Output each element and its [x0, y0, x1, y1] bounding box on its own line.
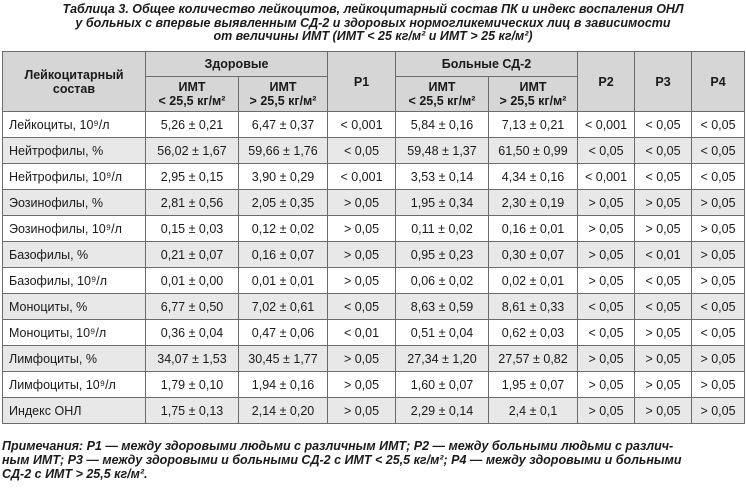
- table-row: [3, 268, 745, 294]
- patients-bmi-low: 1,95 ± 0,34: [396, 190, 489, 216]
- header-composition: Лейкоцитарный состав: [3, 52, 146, 112]
- p1-value: > 0,05: [328, 372, 396, 398]
- patients-bmi-high: 0,62 ± 0,03: [489, 320, 578, 346]
- p2-value: > 0,05: [578, 268, 635, 294]
- p1-value: > 0,05: [328, 398, 396, 424]
- healthy-bmi-high: 59,66 ± 1,76: [239, 138, 328, 164]
- p4-value: < 0,05: [692, 138, 745, 164]
- healthy-bmi-high: 2,05 ± 0,35: [239, 190, 328, 216]
- header-bmi-low-line1: ИМТ: [428, 80, 456, 94]
- p4-value: < 0,05: [692, 112, 745, 138]
- table-body: [3, 112, 745, 424]
- p3-value: > 0,05: [635, 216, 692, 242]
- header-healthy-bmi-high: [239, 77, 328, 112]
- healthy-bmi-high: 0,12 ± 0,02: [239, 216, 328, 242]
- row-label: Эозинофилы, 10⁹/л: [3, 216, 146, 242]
- p3-value: > 0,05: [635, 346, 692, 372]
- p2-value: < 0,05: [578, 294, 635, 320]
- header-p3: P3: [635, 52, 692, 112]
- table-row: [3, 112, 745, 138]
- table-note: [2, 439, 744, 481]
- table-row: [3, 164, 745, 190]
- table-row: [3, 216, 745, 242]
- note-line-2: ным ИМТ; P3 — между здоровыми и больными СД-2 с ИМТ < 25,5 кг/м²; P4 — между здоровыми и больными: [2, 453, 682, 467]
- header-p2: P2: [578, 52, 635, 112]
- patients-bmi-high: 8,61 ± 0,33: [489, 294, 578, 320]
- healthy-bmi-low: 0,01 ± 0,00: [146, 268, 239, 294]
- caption-line-1: Таблица 3. Общее количество лейкоцитов, лейкоцитарный состав ПК и индекс воспаления ОНЛ: [62, 2, 684, 16]
- healthy-bmi-low: 0,15 ± 0,03: [146, 216, 239, 242]
- header-bmi-high-line1: ИМТ: [269, 80, 297, 94]
- p1-value: < 0,05: [328, 294, 396, 320]
- healthy-bmi-high: 7,02 ± 0,61: [239, 294, 328, 320]
- patients-bmi-high: 1,95 ± 0,07: [489, 372, 578, 398]
- row-label: Моноциты, 10⁹/л: [3, 320, 146, 346]
- patients-bmi-low: 0,95 ± 0,23: [396, 242, 489, 268]
- p2-value: > 0,05: [578, 216, 635, 242]
- p3-value: > 0,05: [635, 398, 692, 424]
- p4-value: > 0,05: [692, 268, 745, 294]
- p3-value: > 0,05: [635, 320, 692, 346]
- healthy-bmi-high: 0,16 ± 0,07: [239, 242, 328, 268]
- header-p4: P4: [692, 52, 745, 112]
- patients-bmi-low: 27,34 ± 1,20: [396, 346, 489, 372]
- p2-value: < 0,05: [578, 320, 635, 346]
- p1-value: < 0,05: [328, 138, 396, 164]
- table-row: [3, 320, 745, 346]
- header-bmi-low-line2: < 25,5 кг/м²: [408, 94, 476, 108]
- healthy-bmi-low: 5,26 ± 0,21: [146, 112, 239, 138]
- p2-value: > 0,05: [578, 346, 635, 372]
- header-patients-bmi-high: [489, 77, 578, 112]
- patients-bmi-high: 7,13 ± 0,21: [489, 112, 578, 138]
- patients-bmi-low: 0,11 ± 0,02: [396, 216, 489, 242]
- healthy-bmi-low: 56,02 ± 1,67: [146, 138, 239, 164]
- header-bmi-low-line2: < 25,5 кг/м²: [158, 94, 226, 108]
- table-row: [3, 398, 745, 424]
- row-label: Нейтрофилы, 10⁹/л: [3, 164, 146, 190]
- p2-value: < 0,001: [578, 112, 635, 138]
- patients-bmi-low: 5,84 ± 0,16: [396, 112, 489, 138]
- header-patients: Больные СД-2: [396, 52, 578, 77]
- p4-value: > 0,05: [692, 242, 745, 268]
- p1-value: > 0,05: [328, 216, 396, 242]
- patients-bmi-high: 0,30 ± 0,07: [489, 242, 578, 268]
- p4-value: > 0,05: [692, 372, 745, 398]
- p3-value: < 0,05: [635, 138, 692, 164]
- p2-value: > 0,05: [578, 372, 635, 398]
- p3-value: < 0,05: [635, 164, 692, 190]
- header-patients-bmi-low: [396, 77, 489, 112]
- healthy-bmi-low: 6,77 ± 0,50: [146, 294, 239, 320]
- note-line-1: Примечания: P1 — между здоровыми людьми с различным ИМТ; P2 — между больными людьми с различ-: [2, 439, 674, 453]
- p4-value: < 0,05: [692, 320, 745, 346]
- p3-value: < 0,05: [635, 294, 692, 320]
- p4-value: > 0,05: [692, 398, 745, 424]
- p2-value: > 0,05: [578, 190, 635, 216]
- table-row: [3, 138, 745, 164]
- p4-value: < 0,05: [692, 294, 745, 320]
- p1-value: > 0,05: [328, 190, 396, 216]
- row-label: Эозинофилы, %: [3, 190, 146, 216]
- p4-value: > 0,05: [692, 346, 745, 372]
- table-caption: [0, 0, 746, 44]
- p3-value: < 0,05: [635, 112, 692, 138]
- p4-value: > 0,05: [692, 216, 745, 242]
- table-row: [3, 346, 745, 372]
- row-label: Индекс ОНЛ: [3, 398, 146, 424]
- p2-value: < 0,001: [578, 164, 635, 190]
- header-healthy: Здоровые: [146, 52, 328, 77]
- row-label: Базофилы, 10⁹/л: [3, 268, 146, 294]
- patients-bmi-high: 2,4 ± 0,1: [489, 398, 578, 424]
- patients-bmi-low: 1,60 ± 0,07: [396, 372, 489, 398]
- patients-bmi-high: 61,50 ± 0,99: [489, 138, 578, 164]
- patients-bmi-high: 2,30 ± 0,19: [489, 190, 578, 216]
- healthy-bmi-low: 34,07 ± 1,53: [146, 346, 239, 372]
- p1-value: < 0,001: [328, 164, 396, 190]
- patients-bmi-low: 2,29 ± 0,14: [396, 398, 489, 424]
- row-label: Лимфоциты, 10⁹/л: [3, 372, 146, 398]
- healthy-bmi-high: 1,94 ± 0,16: [239, 372, 328, 398]
- healthy-bmi-low: 0,36 ± 0,04: [146, 320, 239, 346]
- healthy-bmi-low: 1,79 ± 0,10: [146, 372, 239, 398]
- patients-bmi-low: 0,51 ± 0,04: [396, 320, 489, 346]
- healthy-bmi-low: 2,81 ± 0,56: [146, 190, 239, 216]
- healthy-bmi-low: 1,75 ± 0,13: [146, 398, 239, 424]
- p4-value: < 0,05: [692, 164, 745, 190]
- p2-value: > 0,05: [578, 242, 635, 268]
- healthy-bmi-high: 6,47 ± 0,37: [239, 112, 328, 138]
- patients-bmi-low: 8,63 ± 0,59: [396, 294, 489, 320]
- row-label: Базофилы, %: [3, 242, 146, 268]
- patients-bmi-high: 0,02 ± 0,01: [489, 268, 578, 294]
- healthy-bmi-low: 0,21 ± 0,07: [146, 242, 239, 268]
- p2-value: < 0,05: [578, 138, 635, 164]
- caption-line-2: у больных с впервые выявленным СД-2 и здоровых нормогликемических лиц в зависимости: [75, 15, 671, 30]
- patients-bmi-high: 0,16 ± 0,01: [489, 216, 578, 242]
- p1-value: < 0,001: [328, 112, 396, 138]
- healthy-bmi-high: 30,45 ± 1,77: [239, 346, 328, 372]
- patients-bmi-high: 4,34 ± 0,16: [489, 164, 578, 190]
- header-bmi-high-line1: ИМТ: [519, 80, 547, 94]
- p2-value: > 0,05: [578, 398, 635, 424]
- p3-value: < 0,01: [635, 242, 692, 268]
- header-bmi-high-line2: > 25,5 кг/м²: [499, 94, 567, 108]
- p1-value: > 0,05: [328, 242, 396, 268]
- healthy-bmi-low: 2,95 ± 0,15: [146, 164, 239, 190]
- p4-value: > 0,05: [692, 190, 745, 216]
- table-row: [3, 294, 745, 320]
- healthy-bmi-high: 0,01 ± 0,01: [239, 268, 328, 294]
- row-label: Лимфоциты, %: [3, 346, 146, 372]
- p1-value: < 0,01: [328, 320, 396, 346]
- patients-bmi-low: 59,48 ± 1,37: [396, 138, 489, 164]
- p3-value: < 0,05: [635, 268, 692, 294]
- p1-value: > 0,05: [328, 268, 396, 294]
- table-row: [3, 190, 745, 216]
- p3-value: > 0,05: [635, 372, 692, 398]
- table-row: [3, 372, 745, 398]
- p1-value: > 0,05: [328, 346, 396, 372]
- healthy-bmi-high: 2,14 ± 0,20: [239, 398, 328, 424]
- healthy-bmi-high: 3,90 ± 0,29: [239, 164, 328, 190]
- header-healthy-bmi-low: [146, 77, 239, 112]
- patients-bmi-low: 3,53 ± 0,14: [396, 164, 489, 190]
- healthy-bmi-high: 0,47 ± 0,06: [239, 320, 328, 346]
- patients-bmi-high: 27,57 ± 0,82: [489, 346, 578, 372]
- table-row: [3, 242, 745, 268]
- row-label: Моноциты, %: [3, 294, 146, 320]
- header-bmi-low-line1: ИМТ: [178, 80, 206, 94]
- header-bmi-high-line2: > 25,5 кг/м²: [249, 94, 317, 108]
- row-label: Нейтрофилы, %: [3, 138, 146, 164]
- row-label: Лейкоциты, 10⁹/л: [3, 112, 146, 138]
- note-line-3: СД-2 с ИМТ > 25,5 кг/м².: [2, 467, 148, 481]
- leukocyte-table: [2, 51, 745, 424]
- caption-line-3: от величины ИМТ (ИМТ < 25 кг/м² и ИМТ > 25 кг/м²): [213, 29, 533, 43]
- p3-value: > 0,05: [635, 190, 692, 216]
- patients-bmi-low: 0,06 ± 0,02: [396, 268, 489, 294]
- header-p1: P1: [328, 52, 396, 112]
